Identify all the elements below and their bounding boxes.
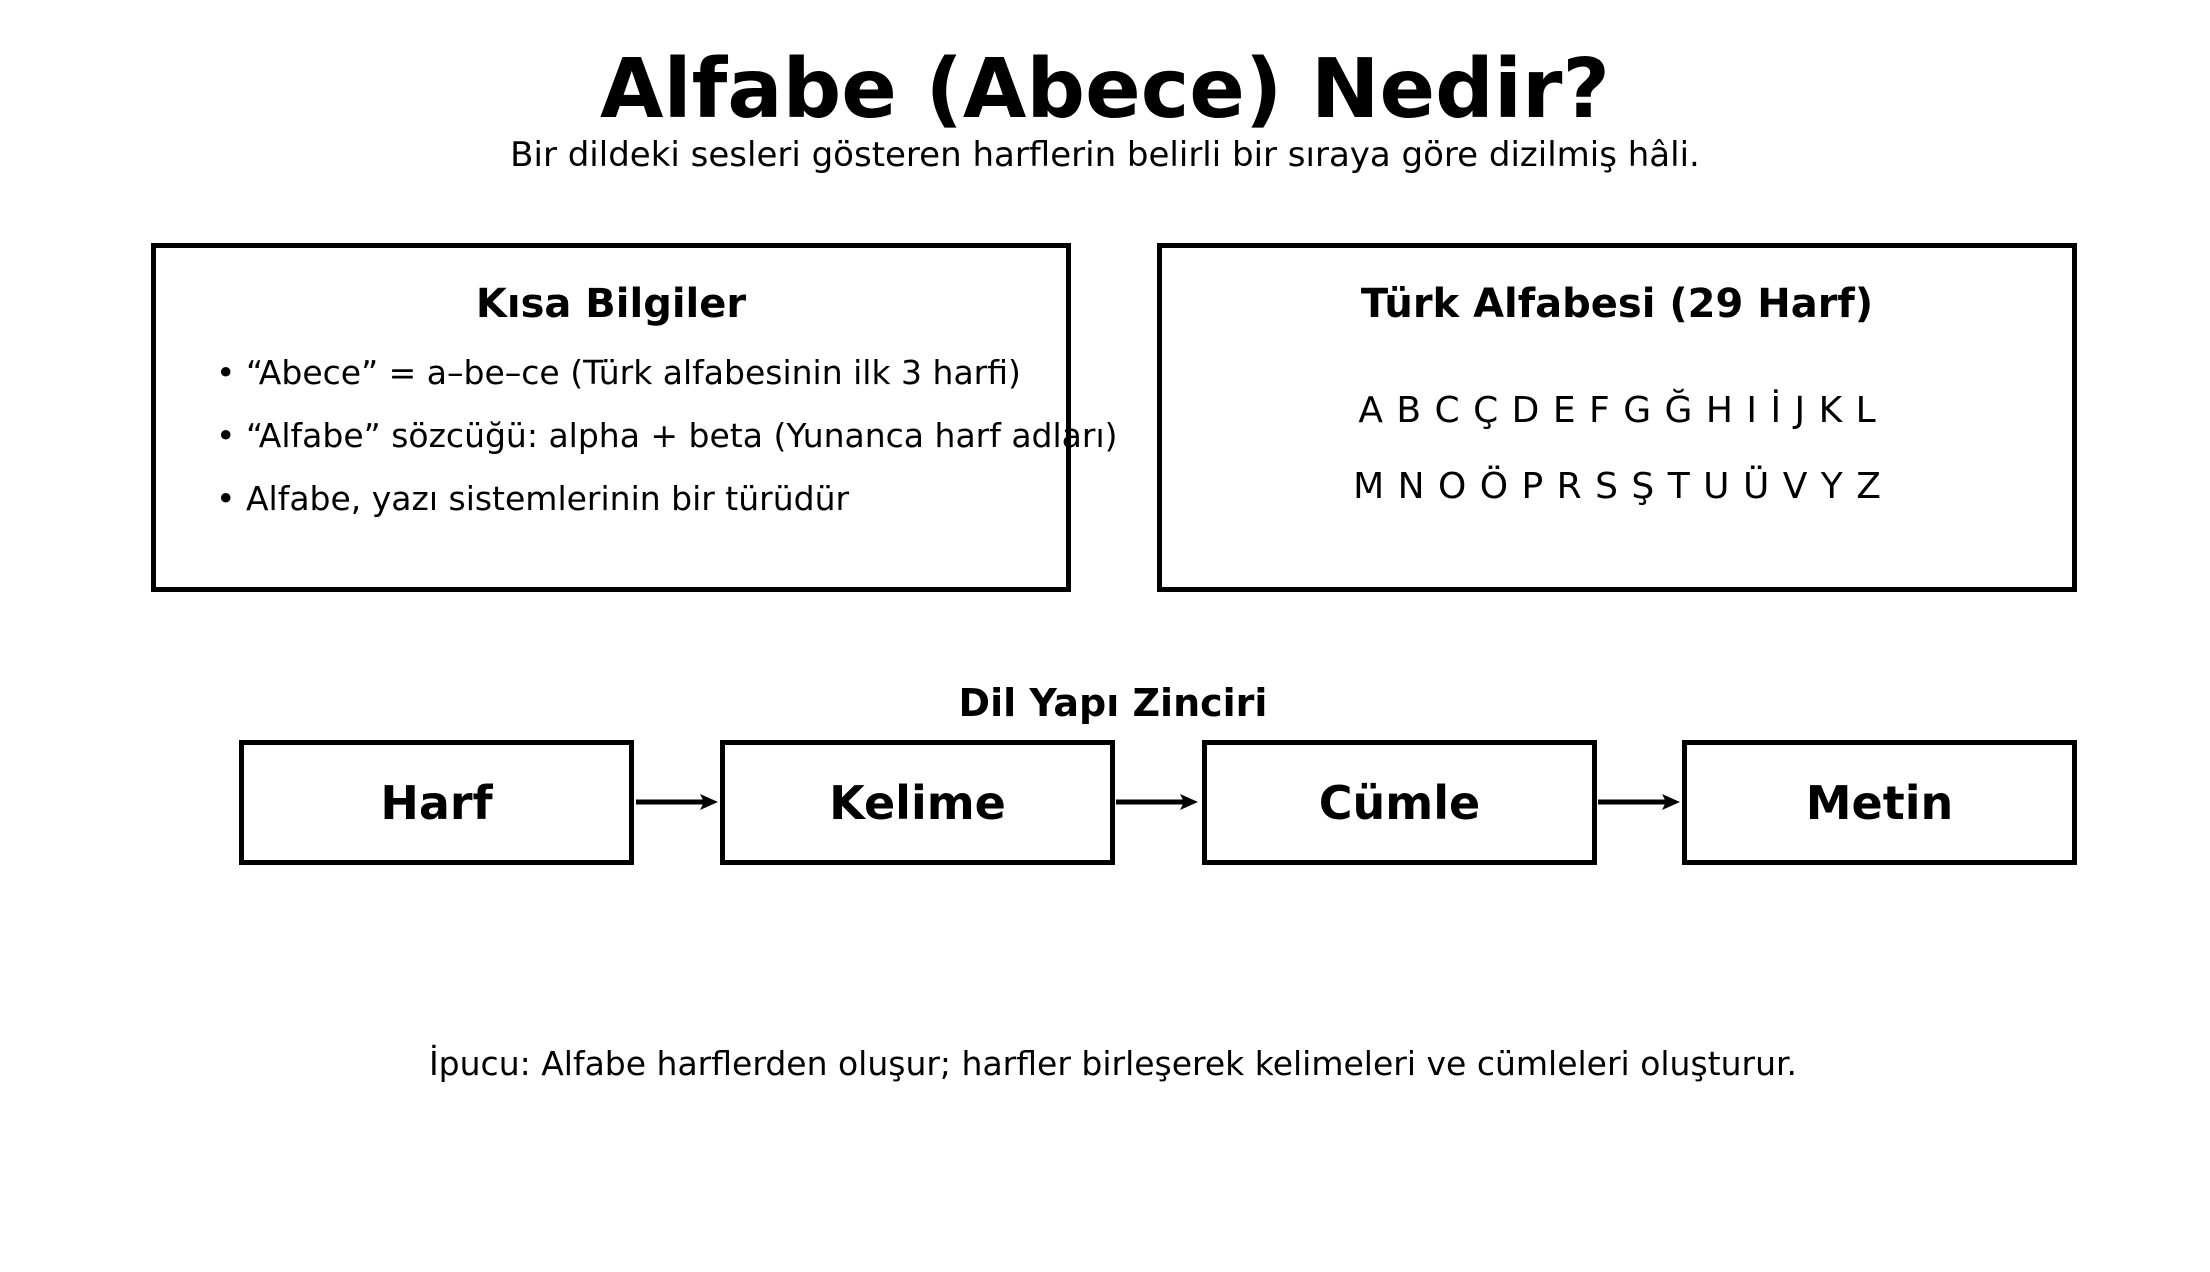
chain-step-label: Harf	[380, 775, 493, 830]
chain-step-label: Metin	[1805, 775, 1954, 830]
chain-step-cumle	[1202, 740, 1597, 865]
chain-step-kelime	[720, 740, 1115, 865]
chain-step-metin	[1682, 740, 2077, 865]
arrow-right-icon	[1114, 790, 1200, 814]
tip-text: İpucu: Alfabe harflerden oluşur; harfler birleşerek kelimeleri ve cümleleri oluşturur.	[428, 1044, 1798, 1083]
arrow-right-icon	[634, 790, 720, 814]
info-bullet: • Alfabe, yazı sistemlerinin bir türüdür	[216, 479, 850, 518]
page-subtitle: Bir dildeki sesleri gösteren harflerin belirli bir sıraya göre dizilmiş hâli.	[510, 135, 1700, 175]
page-title: Alfabe (Abece) Nedir?	[600, 42, 1610, 137]
info-panel-title: Kısa Bilgiler	[475, 281, 747, 327]
alphabet-panel-title: Türk Alfabesi (29 Harf)	[1360, 281, 1874, 327]
arrow-right-icon	[1596, 790, 1682, 814]
info-bullet: • “Abece” = a–be–ce (Türk alfabesinin ilk 3 harfi)	[216, 353, 1021, 392]
alphabet-row: M N O Ö P R S Ş T U Ü V Y Z	[1353, 466, 1881, 507]
alphabet-row: A B C Ç D E F G Ğ H I İ J K L	[1358, 390, 1876, 431]
chain-step-label: Cümle	[1318, 775, 1481, 830]
info-bullet: • “Alfabe” sözcüğü: alpha + beta (Yunanca harf adları)	[216, 416, 1118, 455]
chain-title: Dil Yapı Zinciri	[958, 681, 1268, 725]
chain-step-harf	[239, 740, 634, 865]
chain-step-label: Kelime	[829, 775, 1006, 830]
